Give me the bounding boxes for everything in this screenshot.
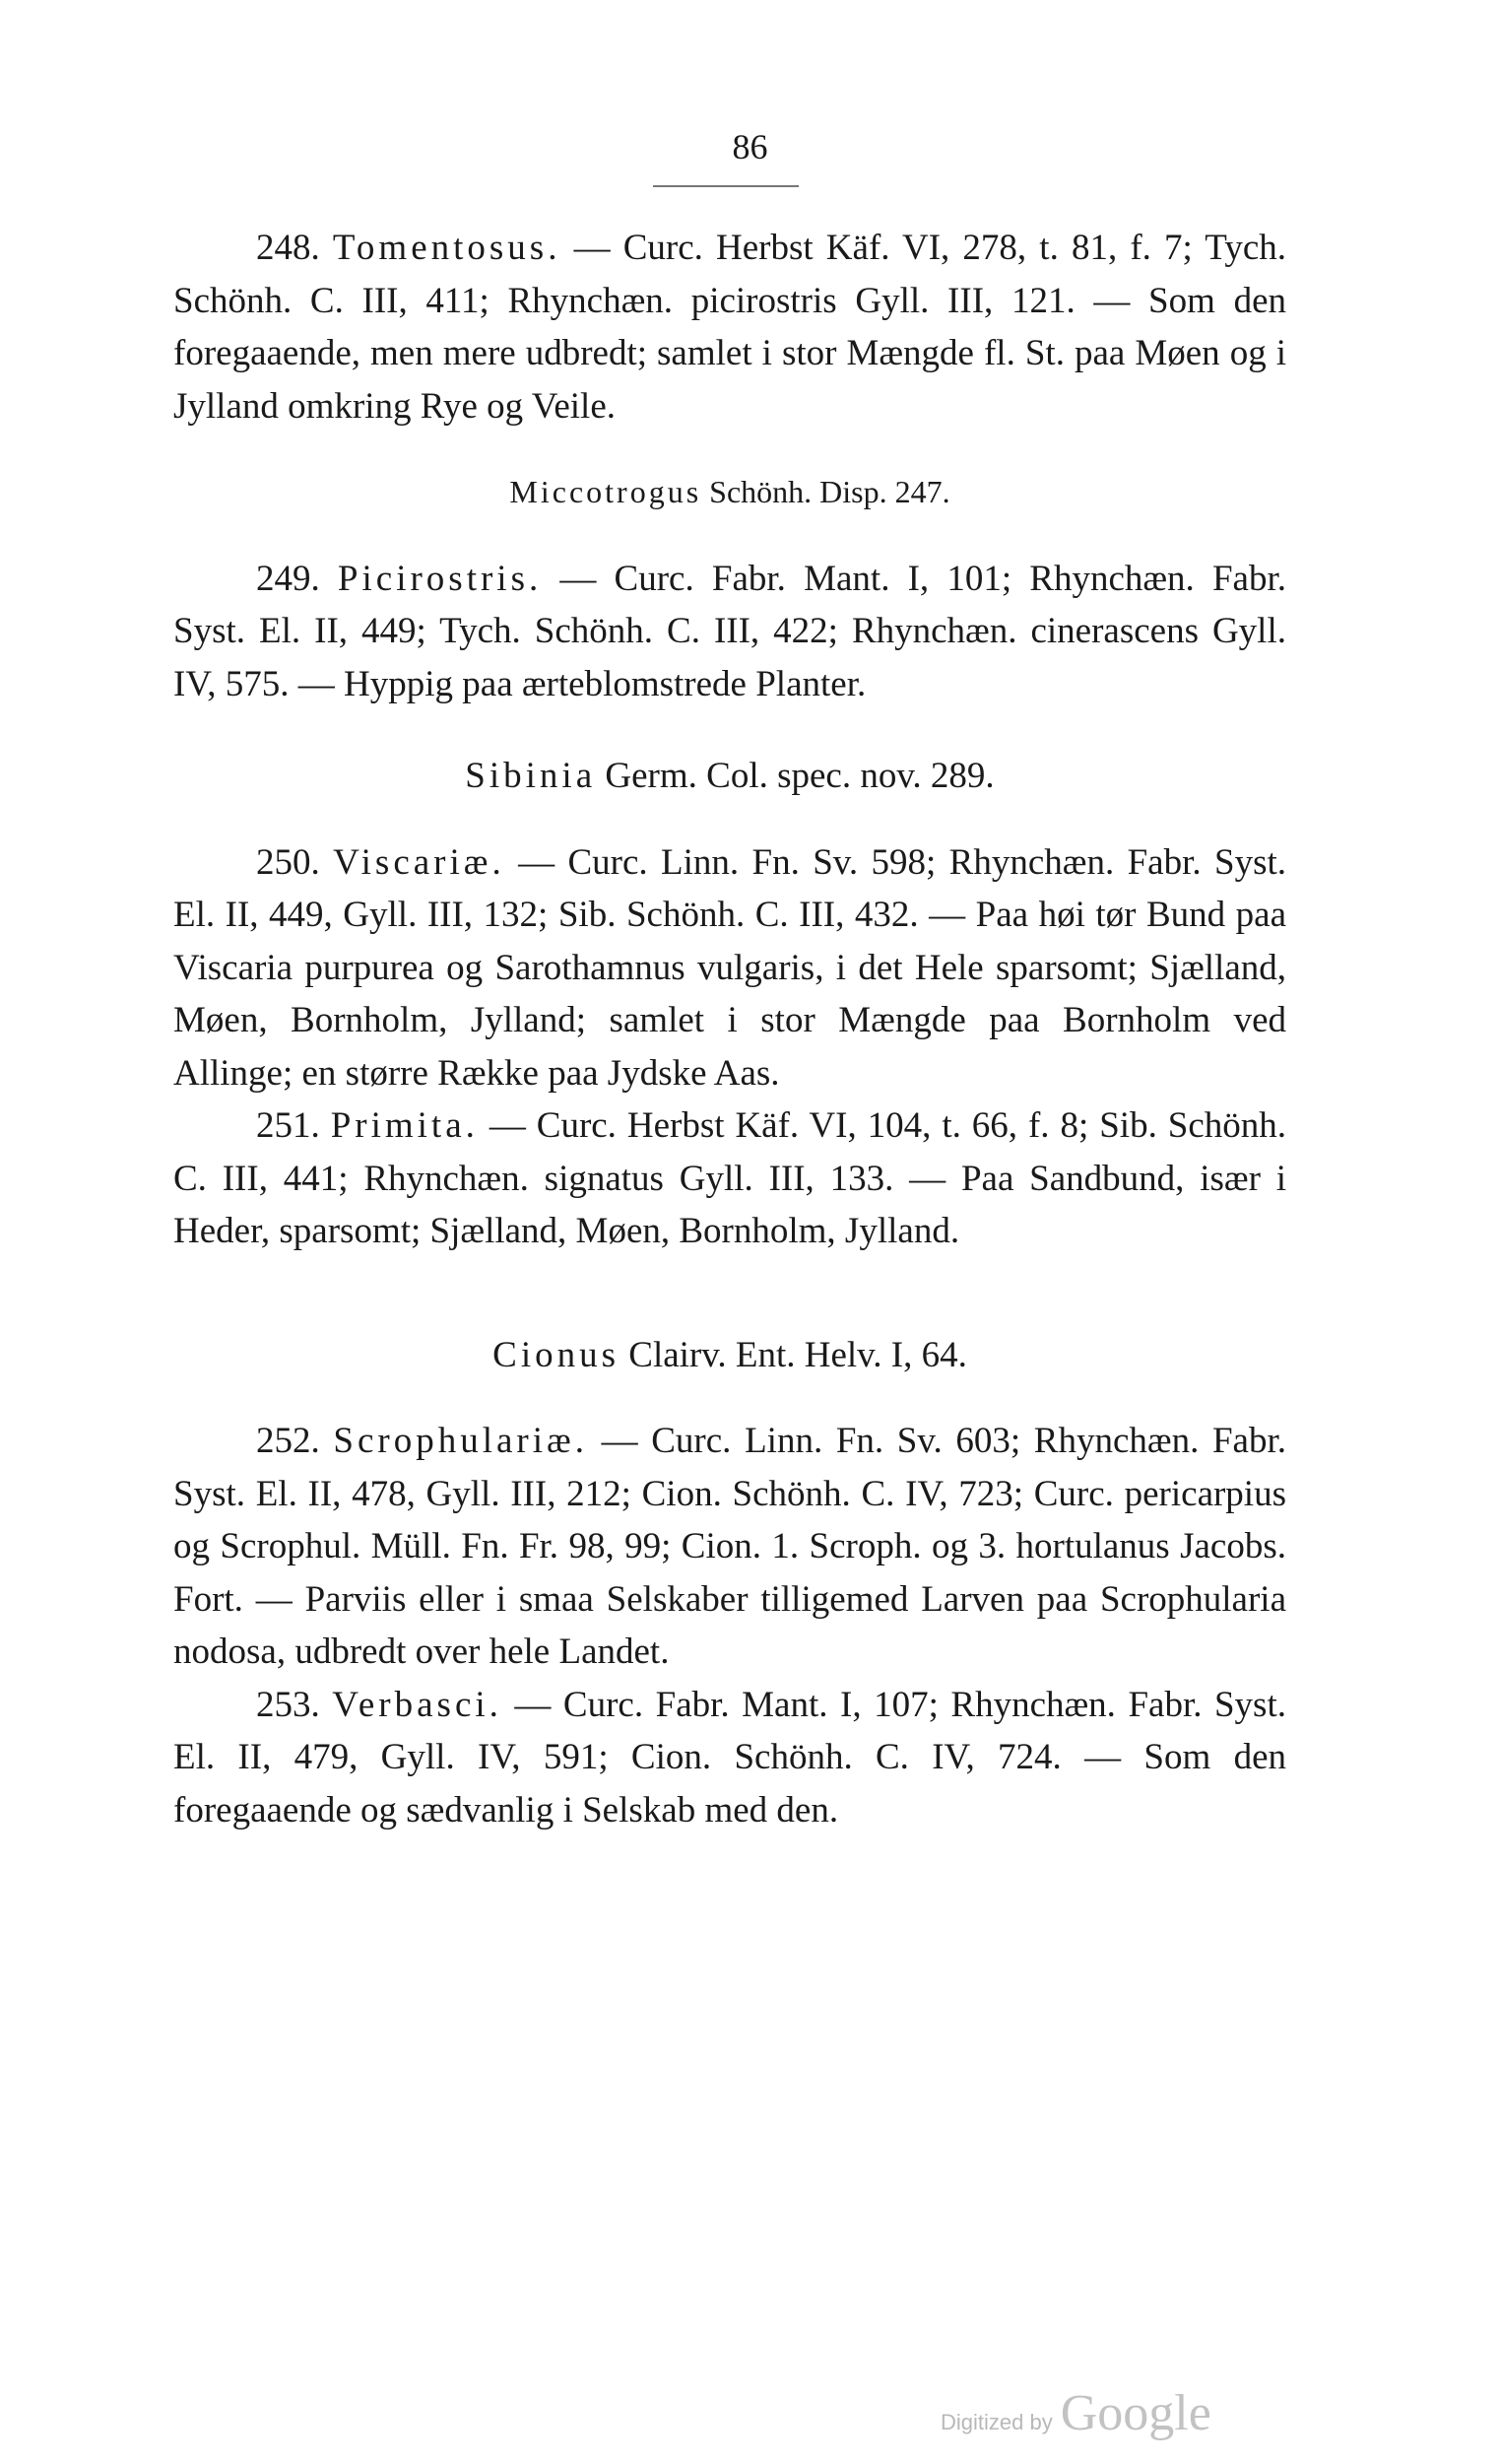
- genus-heading-sibinia: [173, 750, 1286, 803]
- genus-name: Miccotrogus: [509, 474, 702, 509]
- spacer: [173, 1258, 1286, 1329]
- genus-name: Cionus: [492, 1334, 620, 1375]
- entry-name: Verbasci.: [332, 1684, 502, 1725]
- watermark-prefix: Digitized by: [941, 2410, 1053, 2434]
- entry-250: [173, 836, 1286, 1100]
- genus-reference: Clairv. Ent. Helv. I, 64.: [620, 1334, 967, 1375]
- entry-248: [173, 222, 1286, 433]
- spacer: [173, 710, 1286, 750]
- entry-number: 248.: [256, 228, 320, 268]
- text-column: [173, 222, 1286, 1836]
- entry-249: [173, 553, 1286, 711]
- spacer: [173, 1381, 1286, 1415]
- entry-text: — Curc. Linn. Fn. Sv. 598; Rhynchæn. Fabr. Syst. El. II, 449, Gyll. III, 132; Sib. Schönh. C. III, 432. — Paa høi tør Bund paa Viscaria purpurea og Sarothamnus vulgaris, i det Hele sparsomt; Sjælland, Møen, Bornholm, Jylland; samlet i stor Mængde paa Bornholm ved Allinge; en større Række paa Jydske Aas.: [173, 841, 1287, 1094]
- spacer: [173, 519, 1286, 553]
- genus-reference: Schönh. Disp. 247.: [701, 474, 950, 509]
- entry-name: Viscariæ.: [333, 841, 505, 883]
- entry-251: [173, 1099, 1286, 1258]
- spacer: [173, 433, 1286, 466]
- entry-name: Scrophulariæ.: [333, 1421, 588, 1461]
- entry-name: Primita.: [330, 1105, 479, 1146]
- entry-number: 251.: [256, 1105, 320, 1146]
- entry-text: — Curc. Herbst Käf. VI, 104, t. 66, f. 8; Sib. Schönh. C. III, 441; Rhynchæn. signatus Gyll. III, 133. — Paa Sandbund, især i Heder, sparsomt; Sjælland, Møen, Bornholm, Jylland.: [173, 1105, 1287, 1251]
- digitized-by-google-watermark: [941, 2384, 1211, 2442]
- page-number: 86: [732, 127, 768, 166]
- entry-name: Picirostris.: [337, 558, 543, 599]
- entry-number: 253.: [256, 1684, 320, 1725]
- genus-heading-miccotrogus: [173, 466, 1286, 519]
- entry-text: — Curc. Herbst Käf. VI, 278, t. 81, f. 7; Tych. Schönh. C. III, 411; Rhynchæn. picirostris Gyll. III, 121. — Som den foregaaende, men mere udbredt; samlet i stor Mængde fl. St. paa Møen og i Jylland omkring Rye og Veile.: [173, 228, 1286, 427]
- entry-253: [173, 1679, 1286, 1837]
- spacer: [173, 803, 1286, 836]
- entry-number: 252.: [256, 1421, 320, 1461]
- genus-reference: Germ. Col. spec. nov. 289.: [596, 756, 995, 796]
- entry-252: [173, 1415, 1286, 1679]
- google-logo: Google: [1060, 2385, 1211, 2441]
- entry-text: — Curc. Fabr. Mant. I, 107; Rhynchæn. Fabr. Syst. El. II, 479, Gyll. IV, 591; Cion. Schönh. C. IV, 724. — Som den foregaaende og sædvanlig i Selskab med den.: [173, 1684, 1286, 1831]
- entry-text: — Curc. Fabr. Mant. I, 101; Rhynchæn. Fabr. Syst. El. II, 449; Tych. Schönh. C. III, 422; Rhynchæn. cinerascens Gyll. IV, 575. — Hyppig paa ærteblomstrede Planter.: [173, 558, 1287, 704]
- entry-number: 250.: [256, 841, 320, 883]
- entry-text: — Curc. Linn. Fn. Sv. 603; Rhynchæn. Fabr. Syst. El. II, 478, Gyll. III, 212; Cion. Schönh. C. IV, 723; Curc. pericarpius og Scrophul. Müll. Fn. Fr. 98, 99; Cion. 1. Scroph. og 3. hortulanus Jacobs. Fort. — Parviis eller i smaa Selskaber tilligemed Larven paa Scrophularia nodosa, udbredt over hele Landet.: [173, 1421, 1287, 1672]
- genus-name: Sibinia: [465, 756, 597, 796]
- entry-number: 249.: [256, 558, 320, 599]
- page-number-rule: [653, 185, 799, 187]
- genus-heading-cionus: [173, 1329, 1286, 1382]
- entry-name: Tomentosus.: [332, 228, 561, 268]
